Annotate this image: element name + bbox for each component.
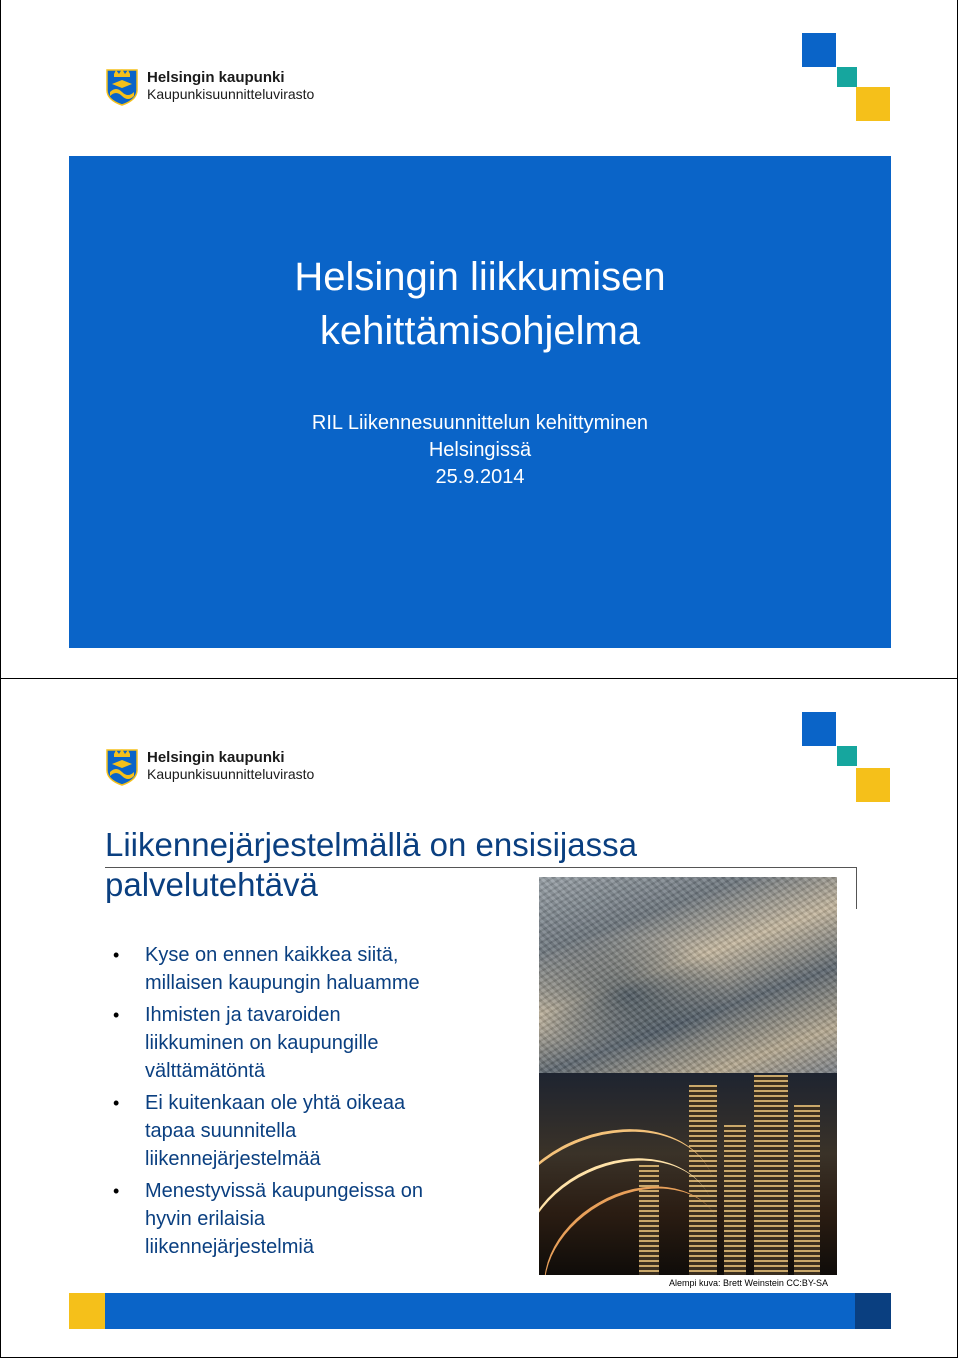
bullet-line: • Menestyvissä kaupungeissa on	[145, 1180, 423, 1202]
presentation-subtitle	[69, 410, 891, 491]
slide-title-line-2: palvelutehtävä	[105, 866, 318, 903]
footer-darkblue-block	[855, 1293, 891, 1329]
bullet-line: millaisen kaupungin haluamme	[145, 972, 420, 994]
helsinki-logo	[104, 66, 314, 106]
decor-square-yellow	[856, 768, 890, 802]
bullet-line: liikkuminen on kaupungille	[145, 1032, 379, 1054]
helsinki-logo	[104, 746, 314, 786]
bullet-item	[111, 1177, 511, 1261]
bullet-line: liikennejärjestelmää	[145, 1148, 321, 1170]
slide-1	[0, 0, 958, 679]
footer-bar	[69, 1293, 891, 1329]
bullet-list	[111, 941, 511, 1265]
helsinki-crest-icon	[104, 746, 140, 786]
bullet-line: tapaa suunnitella	[145, 1120, 297, 1142]
title-underline-tick	[856, 867, 857, 909]
presentation-date: 25.9.2014	[435, 466, 525, 488]
photo-credit: Alempi kuva: Brett Weinstein CC:BY-SA	[669, 1278, 829, 1288]
bullet-line: • Kyse on ennen kaikkea siitä,	[145, 944, 399, 966]
logo-org-name: Helsingin kaupunki	[147, 69, 285, 86]
bullet-line: hyvin erilaisia	[145, 1208, 266, 1230]
bullet-line: • Ihmisten ja tavaroiden	[145, 1004, 341, 1026]
logo-org-name: Helsingin kaupunki	[147, 749, 285, 766]
footer-yellow-block	[69, 1293, 105, 1329]
slide-title-line-1: Liikennejärjestelmällä on ensisijassa	[105, 826, 637, 863]
decor-square-blue	[802, 33, 836, 67]
night-highway-photo	[539, 1073, 837, 1275]
bullet-line: • Ei kuitenkaan ole yhtä oikeaa	[145, 1092, 406, 1114]
decor-square-yellow	[856, 87, 890, 121]
title-panel	[69, 156, 891, 648]
subtitle-line-2: Helsingissä	[428, 439, 532, 461]
title-line-1: Helsingin liikkumisen	[294, 255, 666, 299]
logo-department-name: Kaupunkisuunnitteluvirasto	[147, 86, 315, 102]
bullet-item	[111, 941, 511, 997]
bullet-line: liikennejärjestelmiä	[145, 1236, 314, 1258]
subtitle-line-1: RIL Liikennesuunnittelun kehittyminen	[311, 412, 649, 434]
bullet-item	[111, 1089, 511, 1173]
slide-2	[0, 678, 958, 1358]
decor-square-teal	[837, 67, 857, 87]
presentation-title	[69, 250, 891, 358]
decor-square-teal	[837, 746, 857, 766]
helsinki-crest-icon	[104, 66, 140, 106]
bullet-item	[111, 1001, 511, 1085]
bullet-line: välttämätöntä	[145, 1060, 266, 1082]
title-underline	[105, 867, 857, 868]
title-line-2: kehittämisohjelma	[319, 309, 641, 353]
aerial-city-photo	[539, 877, 837, 1073]
decor-square-blue	[802, 712, 836, 746]
logo-department-name: Kaupunkisuunnitteluvirasto	[147, 766, 315, 782]
